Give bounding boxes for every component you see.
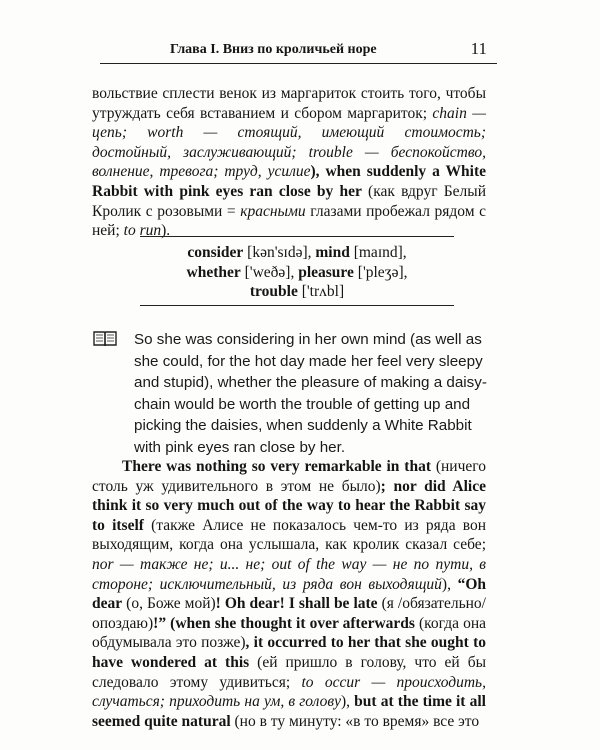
paragraph-2: [92, 457, 486, 731]
translation-text: ),: [340, 693, 355, 711]
glossary-italic-text: to run: [123, 222, 162, 240]
translation-text: (также Алисе не показалось чем-то из ряда вон выходящим, когда она услышала, как кролик сказал себе;: [92, 516, 487, 554]
vocab-word: whether: [186, 263, 241, 281]
translation-text: глазами пробежал рядом с ней;: [92, 202, 486, 240]
header-divider: [100, 63, 497, 64]
english-bold-text: , it occurred to her that she ought to have wondered at this: [92, 634, 486, 671]
bottom-divider: [140, 305, 454, 306]
vocab-word: mind: [315, 244, 350, 261]
english-bold-text: (when she thought it over afterwards: [170, 614, 415, 632]
glossary-italic-text: chain — цепь; worth — стоящий, имеющий стоимость; достойный, заслуживающий; trouble — беспокойство, волнение, тревога; труд, усилие: [92, 104, 486, 181]
paragraph-1: [92, 84, 486, 241]
glossary-italic-text: to occur — происходить, случаться; приходить на ум, в голову: [92, 673, 486, 711]
english-bold-text: ),: [310, 163, 326, 181]
pronunciation-line: [140, 263, 454, 283]
pronunciation-line: [140, 243, 454, 263]
chapter-title: Глава I. Вниз по кроличьей норе: [170, 42, 377, 57]
glossary-italic-text: nor — также не; и... не; out of the way — не по пути, в стороне; исключительный, из ряда вон выходящий: [92, 555, 486, 593]
english-bold-text: “Oh dear: [92, 575, 487, 613]
transcription: [kən'sɪdə],: [243, 244, 316, 261]
english-bold-text: There was nothing so very remarkable in that: [122, 458, 431, 475]
open-book-icon: [93, 330, 117, 348]
vocab-word: trouble: [249, 283, 298, 300]
translation-text: (но в ту минуту: «в то время» все это: [230, 712, 480, 730]
transcription: ['pleʒə],: [353, 263, 408, 281]
transcription: [maɪnd],: [349, 244, 407, 261]
english-bold-text: when suddenly a White Rabbit with pink eyes ran close by her: [92, 163, 486, 200]
english-bold-text: ! Oh dear! I shall be late: [215, 595, 378, 613]
english-bold-text: !”: [153, 614, 167, 632]
english-bold-text: ; nor did Alice think it so very much out of the way to hear the Rabbit say to itself: [92, 477, 486, 534]
translation-text: (ничего столь уж удивительного в этом не было): [92, 458, 486, 495]
transcription: ['trʌbl]: [297, 283, 345, 300]
translation-text: вольствие сплести венок из маргариток стоить того, чтобы утруждать себя вставанием и сбором маргариток;: [92, 85, 486, 122]
top-divider: [140, 236, 454, 237]
vocab-word: consider: [187, 244, 244, 261]
translation-text: (когда она обдумывала это позже): [92, 614, 487, 652]
glossary-italic-text: красными: [240, 202, 306, 220]
pronunciation-line: [140, 282, 454, 302]
english-original-text: So she was considering in her own mind (as well as she could, for the hot day made her feel very sleepy and stupid), whether the pleasure of making a daisy-chain would be worth the trouble of getting up and picking the daisies, when suddenly a White Rabbit with pink eyes ran close by her.: [134, 331, 487, 456]
translation-text: ).: [161, 222, 171, 240]
translation-text: (о, Боже мой): [122, 595, 216, 613]
vocab-word: pleasure: [298, 263, 354, 281]
translation-text: ),: [441, 575, 458, 593]
translation-text: (я /обязательно/ опоздаю): [92, 595, 486, 632]
page-number: 11: [470, 39, 487, 58]
transcription: ['weðə],: [240, 263, 299, 281]
pronunciation-block: [140, 243, 454, 302]
running-header: [100, 40, 497, 62]
english-bold-text: but at the time it all seemed quite natural: [92, 693, 486, 730]
translation-text: (ей пришло в голову, что ей бы следовало этому удивиться;: [92, 653, 487, 691]
translation-text: (как вдруг Белый Кролик с розовыми =: [92, 182, 486, 220]
